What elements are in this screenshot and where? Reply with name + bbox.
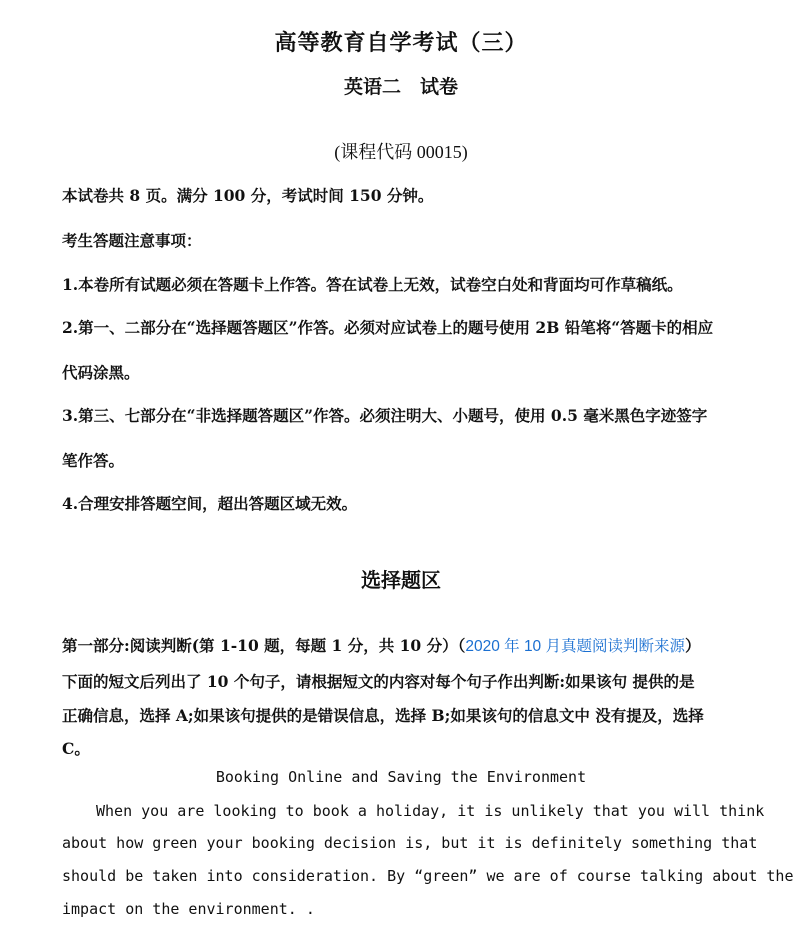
- exam-summary: 本试卷共 8 页。满分 100 分，考试时间 150 分钟。: [62, 186, 434, 205]
- article-title: Booking Online and Saving the Environment: [215, 768, 587, 786]
- source-link-open: （: [457, 636, 466, 655]
- rule-3-line-1: 3.第三、七部分在“非选择题答题区”作答。必须注明大、小题号，使用 0.5 毫米黑色字迹签字: [62, 406, 708, 425]
- rule-2-line-2: 代码涂黑。: [62, 363, 140, 382]
- rule-4: 4.合理安排答题空间，超出答题区域无效。: [62, 494, 358, 513]
- source-link[interactable]: 2020 年 10 月真题阅读判断来源: [465, 638, 685, 655]
- instruction-line-2: 正确信息，选择 A;如果该句提供的是错误信息，选择 B;如果该句的信息文中 没有提及，选择: [62, 706, 704, 725]
- notice-heading: 考生答题注意事项：: [62, 231, 202, 250]
- part-one-heading: [62, 634, 701, 656]
- part-one-label: 第一部分:阅读判断(第 1-10 题，每题 1 分，共 10 分）: [62, 636, 458, 655]
- exam-subtitle: 英语二 试卷: [343, 76, 458, 98]
- article-line-2: about how green your booking decision is, but it is definitely something that: [62, 834, 758, 852]
- article-line-3: should be taken into consideration. By “green” we are of course talking about the: [62, 867, 794, 885]
- rule-3-line-2: 笔作答。: [62, 451, 125, 470]
- source-link-close: ）: [685, 636, 701, 655]
- rule-1: 1.本卷所有试题必须在答题卡上作答。答在试卷上无效，试卷空白处和背面均可作草稿纸。: [62, 275, 683, 294]
- instruction-line-3: C。: [62, 739, 90, 758]
- rule-2-line-1: 2.第一、二部分在“选择题答题区”作答。必须对应试卷上的题号使用 2B 铅笔将“答题卡的相应: [62, 318, 714, 337]
- article-line-4: impact on the environment. .: [62, 900, 315, 918]
- article-line-1: When you are looking to book a holiday, it is unlikely that you will think: [96, 802, 765, 820]
- section-title: 选择题区: [361, 568, 441, 592]
- instruction-line-1: 下面的短文后列出了 10 个句子，请根据短文的内容对每个句子作出判断:如果该句 提供的是: [62, 672, 695, 691]
- course-code: (课程代码 00015): [334, 142, 468, 162]
- exam-title: 高等教育自学考试（三）: [274, 30, 528, 56]
